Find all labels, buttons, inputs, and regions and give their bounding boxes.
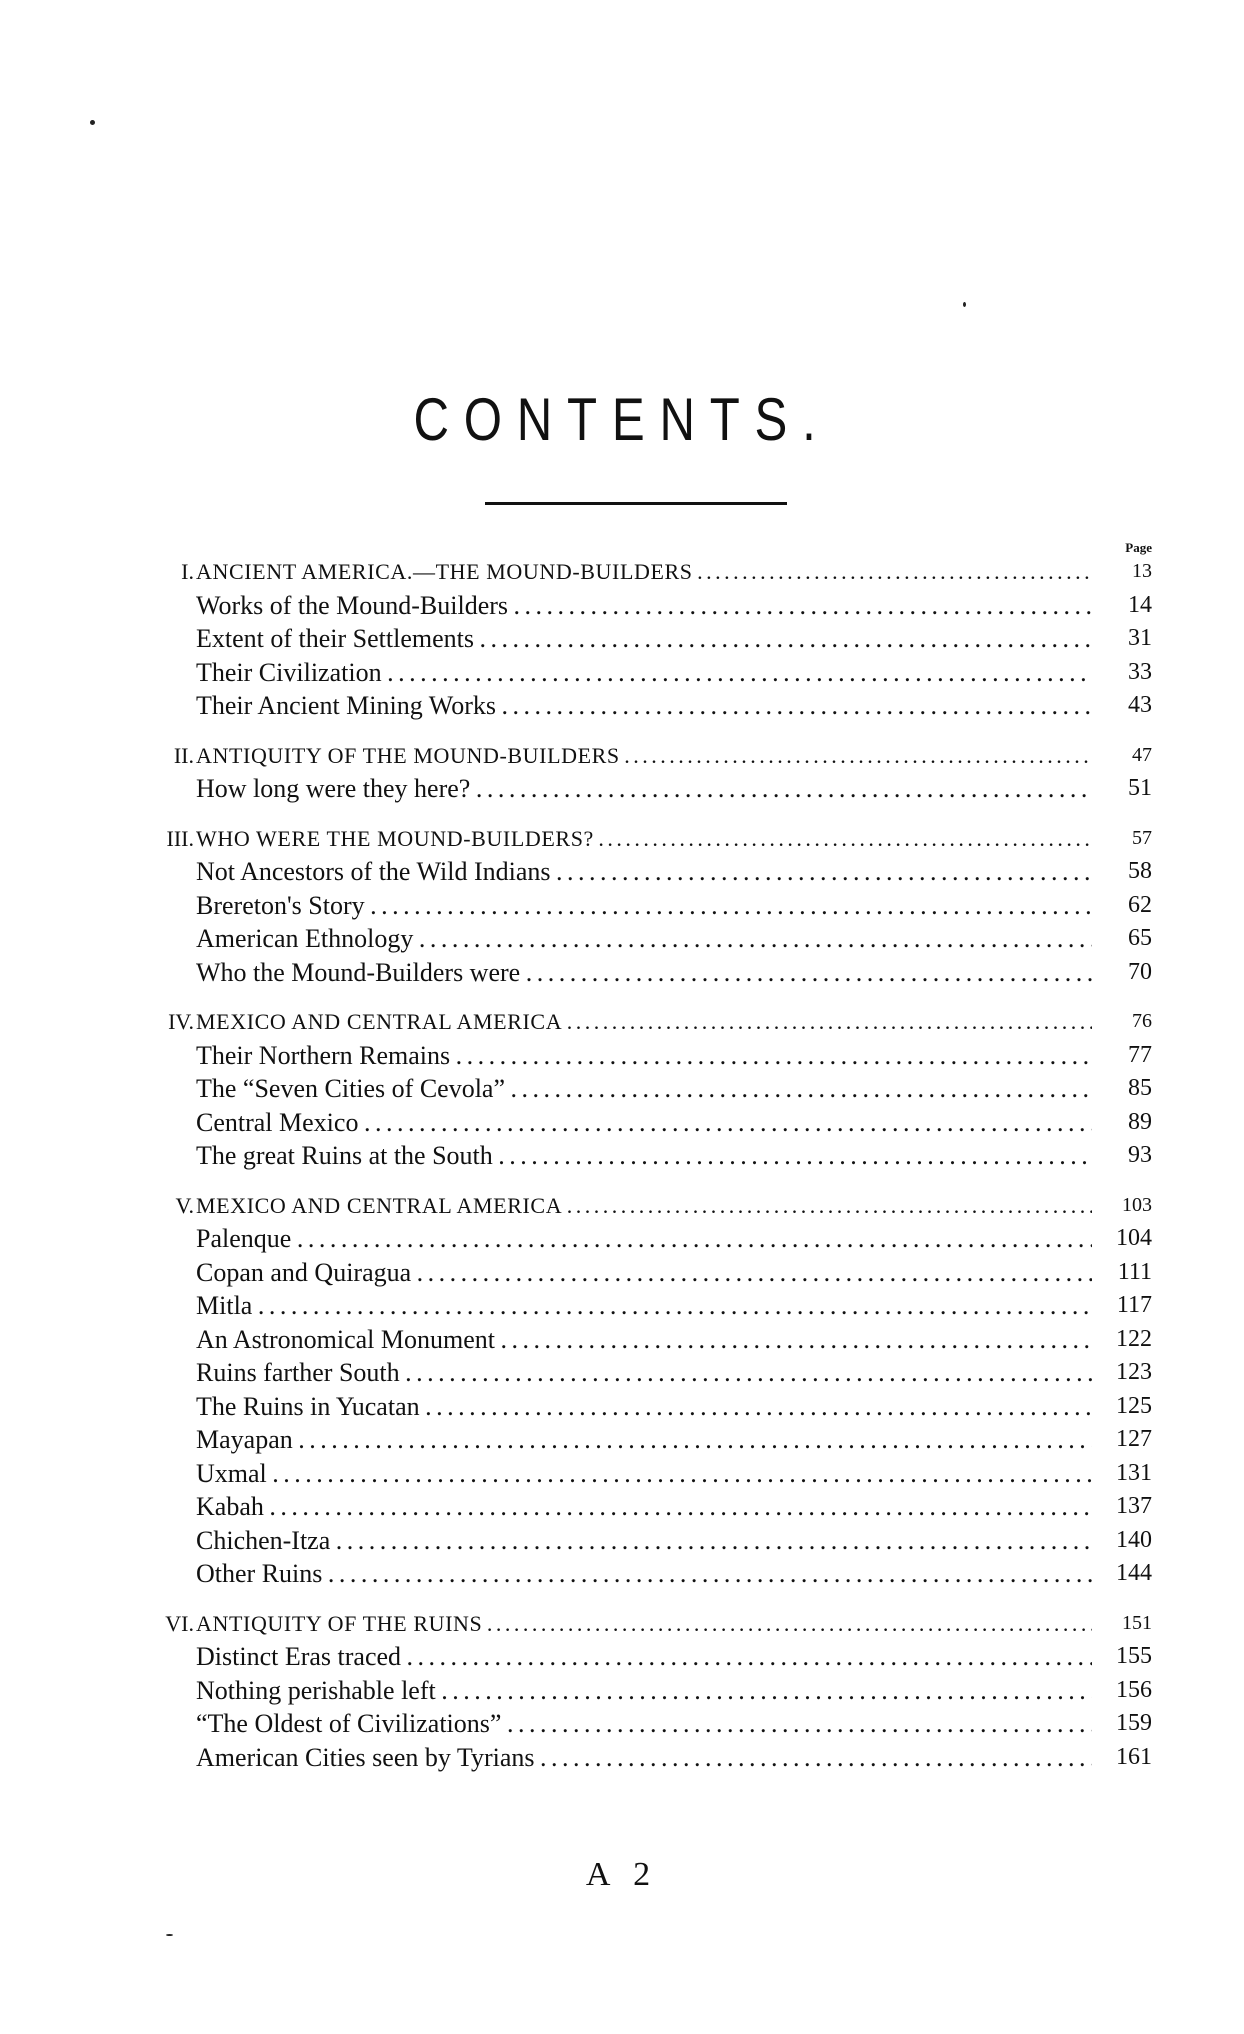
entry-page-number: 144 bbox=[1116, 1560, 1152, 1586]
entry-page-number: 51 bbox=[1128, 775, 1152, 801]
entry-page-number: 122 bbox=[1116, 1325, 1152, 1352]
toc-entry bbox=[0, 922, 1244, 956]
chapter-heading bbox=[0, 1189, 1244, 1223]
entry-title: The “Seven Cities of Cevola” . . . bbox=[196, 1072, 1092, 1106]
entry-page-number: 159 bbox=[1116, 1710, 1152, 1736]
toc-entry bbox=[0, 1741, 1244, 1775]
entry-title: An Astronomical Monument . . . bbox=[196, 1323, 1092, 1357]
toc-entry bbox=[0, 1390, 1244, 1424]
entry-page-number: 131 bbox=[1116, 1459, 1152, 1486]
entry-title: The Ruins in Yucatan . . . bbox=[196, 1390, 1092, 1424]
entry-title: How long were they here? . . . bbox=[196, 772, 1092, 806]
entry-title: Copan and Quiragua . . . bbox=[196, 1256, 1092, 1290]
chapter-section bbox=[0, 822, 1244, 990]
entry-page-number: 65 bbox=[1128, 925, 1152, 951]
entry-page-number: 155 bbox=[1116, 1643, 1152, 1669]
chapter-number: III. bbox=[166, 825, 194, 851]
entry-page-number: 33 bbox=[1128, 658, 1152, 685]
chapter-title: ANCIENT AMERICA.—THE MOUND-BUILDERS . . . bbox=[196, 555, 1092, 589]
chapter-heading bbox=[0, 739, 1244, 773]
chapter-section bbox=[0, 555, 1244, 723]
table-of-contents bbox=[0, 555, 1244, 1790]
toc-entry bbox=[0, 1707, 1244, 1741]
toc-entry bbox=[0, 956, 1244, 990]
entry-page-number: 85 bbox=[1128, 1075, 1152, 1101]
chapter-section bbox=[0, 739, 1244, 806]
page-title: CONTENTS. bbox=[413, 386, 831, 453]
entry-page-number: 125 bbox=[1116, 1392, 1152, 1419]
chapter-heading bbox=[0, 822, 1244, 856]
entry-title: American Ethnology . . . bbox=[196, 922, 1092, 956]
entry-title: Works of the Mound-Builders . . . bbox=[196, 589, 1092, 623]
toc-entry bbox=[0, 1222, 1244, 1256]
chapter-number: VI. bbox=[165, 1610, 194, 1636]
entry-page-number: 117 bbox=[1116, 1292, 1152, 1318]
chapter-number: II. bbox=[173, 742, 194, 768]
entry-title: Their Northern Remains . . . bbox=[196, 1039, 1092, 1073]
chapter-page-number: 151 bbox=[1122, 1611, 1152, 1634]
toc-entry bbox=[0, 1039, 1244, 1073]
ink-speck bbox=[166, 1934, 173, 1936]
toc-entry bbox=[0, 689, 1244, 723]
chapter-title: MEXICO AND CENTRAL AMERICA . . . bbox=[196, 1005, 1092, 1039]
entry-title: Mitla . . . bbox=[196, 1289, 1092, 1323]
entry-page-number: 31 bbox=[1128, 625, 1152, 651]
toc-entry bbox=[0, 889, 1244, 923]
page-column-label: Page bbox=[1125, 540, 1152, 555]
entry-page-number: 127 bbox=[1116, 1426, 1152, 1452]
ink-speck bbox=[90, 120, 95, 125]
entry-title: Nothing perishable left . . . bbox=[196, 1674, 1092, 1708]
toc-entry bbox=[0, 1323, 1244, 1357]
entry-page-number: 156 bbox=[1116, 1676, 1152, 1703]
entry-title: Kabah . . . bbox=[196, 1490, 1092, 1524]
toc-entry bbox=[0, 589, 1244, 623]
entry-title: Brereton's Story . . . bbox=[196, 889, 1092, 923]
entry-title: Extent of their Settlements . . . bbox=[196, 622, 1092, 656]
toc-entry bbox=[0, 1524, 1244, 1558]
entry-page-number: 140 bbox=[1116, 1526, 1152, 1553]
toc-entry bbox=[0, 1289, 1244, 1323]
entry-title: Not Ancestors of the Wild Indians . . . bbox=[196, 855, 1092, 889]
toc-entry bbox=[0, 1674, 1244, 1708]
entry-title: Palenque . . . bbox=[196, 1222, 1092, 1256]
toc-entry bbox=[0, 1423, 1244, 1457]
chapter-page-number: 76 bbox=[1132, 1010, 1152, 1032]
toc-entry bbox=[0, 1557, 1244, 1591]
toc-entry bbox=[0, 772, 1244, 806]
entry-title: Uxmal . . . bbox=[196, 1457, 1092, 1491]
toc-entry bbox=[0, 1072, 1244, 1106]
entry-title: “The Oldest of Civilizations” . . . bbox=[196, 1707, 1092, 1741]
entry-page-number: 89 bbox=[1128, 1108, 1152, 1135]
chapter-heading bbox=[0, 555, 1244, 589]
toc-entry bbox=[0, 1457, 1244, 1491]
chapter-section bbox=[0, 1005, 1244, 1173]
entry-title: American Cities seen by Tyrians . . . bbox=[196, 1741, 1092, 1775]
chapter-heading bbox=[0, 1607, 1244, 1641]
chapter-page-number: 47 bbox=[1132, 743, 1152, 766]
entry-title: Other Ruins . . . bbox=[196, 1557, 1092, 1591]
chapter-number: V. bbox=[175, 1192, 194, 1218]
title-rule bbox=[485, 502, 787, 505]
toc-entry bbox=[0, 1256, 1244, 1290]
chapter-heading bbox=[0, 1005, 1244, 1039]
entry-page-number: 43 bbox=[1128, 692, 1152, 718]
entry-page-number: 161 bbox=[1116, 1743, 1152, 1770]
entry-page-number: 104 bbox=[1116, 1225, 1152, 1251]
ink-speck bbox=[963, 302, 966, 307]
chapter-section bbox=[0, 1189, 1244, 1591]
toc-entry bbox=[0, 1640, 1244, 1674]
chapter-page-number: 13 bbox=[1132, 560, 1152, 582]
entry-title: Central Mexico . . . bbox=[196, 1106, 1092, 1140]
toc-entry bbox=[0, 1490, 1244, 1524]
entry-page-number: 77 bbox=[1128, 1041, 1152, 1068]
chapter-number: I. bbox=[181, 559, 194, 584]
chapter-page-number: 103 bbox=[1122, 1193, 1152, 1216]
entry-page-number: 58 bbox=[1128, 858, 1152, 884]
entry-page-number: 14 bbox=[1128, 591, 1152, 618]
chapter-title: WHO WERE THE MOUND-BUILDERS? . . . bbox=[196, 822, 1092, 856]
chapter-page-number: 57 bbox=[1132, 826, 1152, 849]
entry-title: Ruins farther South . . . bbox=[196, 1356, 1092, 1390]
entry-page-number: 93 bbox=[1128, 1142, 1152, 1168]
entry-page-number: 111 bbox=[1117, 1258, 1152, 1285]
chapter-number: IV. bbox=[168, 1009, 194, 1034]
chapter-title: ANTIQUITY OF THE MOUND-BUILDERS . . . bbox=[196, 739, 1092, 773]
chapter-title: MEXICO AND CENTRAL AMERICA . . . bbox=[196, 1189, 1092, 1223]
signature-mark: A 2 bbox=[585, 1856, 659, 1893]
chapter-title: ANTIQUITY OF THE RUINS . . . bbox=[196, 1607, 1092, 1641]
entry-title: Who the Mound-Builders were . . . bbox=[196, 956, 1092, 990]
entry-title: The great Ruins at the South . . . bbox=[196, 1139, 1092, 1173]
entry-page-number: 137 bbox=[1116, 1493, 1152, 1519]
toc-entry bbox=[0, 622, 1244, 656]
entry-title: Distinct Eras traced . . . bbox=[196, 1640, 1092, 1674]
entry-title: Their Civilization . . . bbox=[196, 656, 1092, 690]
toc-entry bbox=[0, 1139, 1244, 1173]
entry-title: Their Ancient Mining Works . . . bbox=[196, 689, 1092, 723]
toc-entry bbox=[0, 656, 1244, 690]
entry-title: Chichen-Itza . . . bbox=[196, 1524, 1092, 1558]
entry-page-number: 70 bbox=[1128, 958, 1152, 985]
entry-page-number: 123 bbox=[1116, 1359, 1152, 1385]
entry-title: Mayapan . . . bbox=[196, 1423, 1092, 1457]
toc-entry bbox=[0, 855, 1244, 889]
toc-entry bbox=[0, 1106, 1244, 1140]
chapter-section bbox=[0, 1607, 1244, 1775]
entry-page-number: 62 bbox=[1128, 891, 1152, 918]
toc-entry bbox=[0, 1356, 1244, 1390]
